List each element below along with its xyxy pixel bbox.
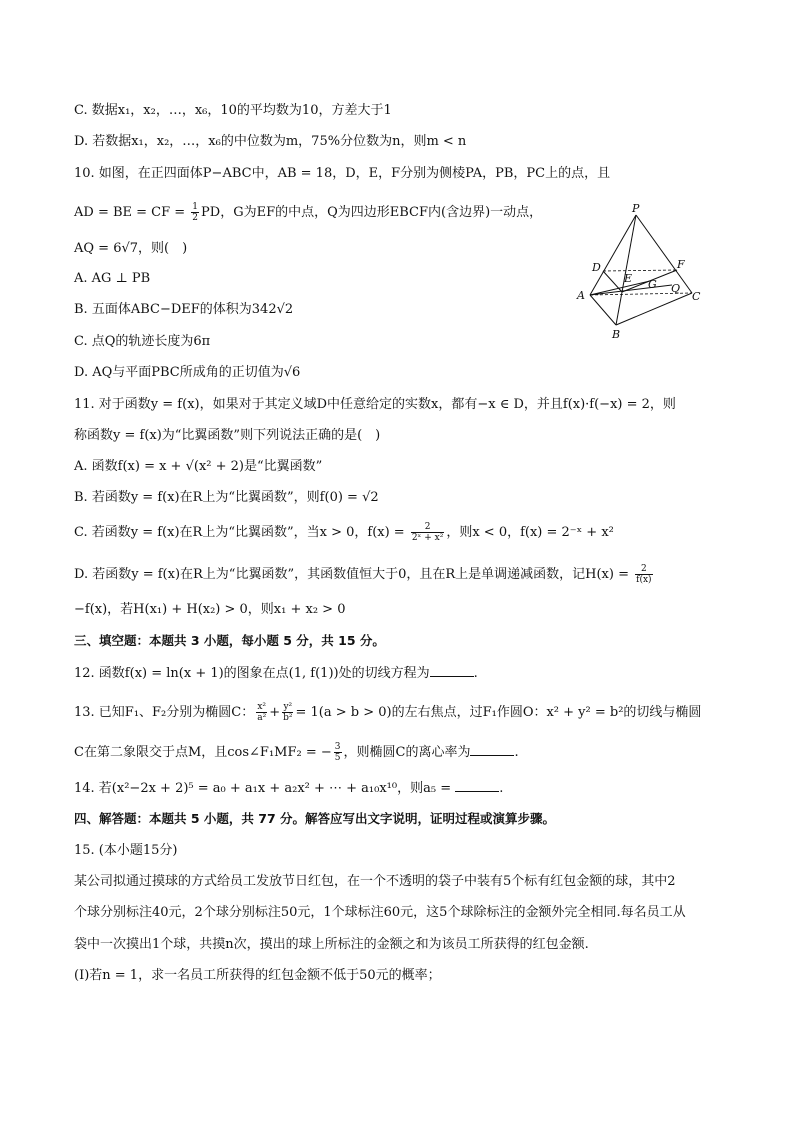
label-B: B xyxy=(612,328,621,341)
fraction-half xyxy=(191,202,199,223)
edge-DE xyxy=(603,271,622,292)
frac-den: a² xyxy=(257,713,267,723)
fraction-y2b2 xyxy=(282,702,293,723)
label-A: A xyxy=(577,289,585,302)
answer-blank xyxy=(430,664,474,677)
question-15-title: 15. (本小题15分) xyxy=(74,843,178,858)
q13-part2: = 1(a > b > 0)的左右焦点，过F₁作圆O：x² + y² = b²的切线与椭圆 xyxy=(295,705,702,720)
edge-PC xyxy=(636,215,692,293)
option-9c: C. 数据x₁，x₂，…，x₆，10的平均数为10，方差大于1 xyxy=(74,103,392,118)
label-F: F xyxy=(677,258,685,271)
fraction-h xyxy=(635,564,652,585)
fraction-x2a2 xyxy=(256,702,267,723)
q14-text: 14. 若(x²−2x + 2)⁵ = a₀ + a₁x + a₂x² + ⋯ + a₁₀x¹⁰，则a₅ = xyxy=(74,781,456,796)
frac-num: x² xyxy=(257,702,267,712)
frac-num: 3 xyxy=(334,742,341,752)
option-10a: A. AG ⊥ PB xyxy=(74,271,151,286)
q13-period: . xyxy=(514,745,519,760)
option-11a: A. 函数f(x) = x + √(x² + 2)是“比翼函数” xyxy=(74,459,323,474)
q12-period: . xyxy=(473,666,478,681)
question-11-stem: 11. 对于函数y = f(x)，如果对于其定义域D中任意给定的实数x，都有−x ∈ D，并且f(x)·f(−x) = 2，则 xyxy=(74,397,676,412)
question-13 xyxy=(74,702,701,723)
frac-den: 2 xyxy=(192,213,199,223)
q13-part1: 13. 已知F₁、F₂分别为椭圆C： xyxy=(74,705,255,720)
edge-BC xyxy=(616,293,692,325)
section-3-heading: 三、填空题：本题共 3 小题，每小题 5 分，共 15 分。 xyxy=(74,633,385,648)
q12-text: 12. 函数f(x) = ln(x + 1)的图象在点(1, f(1))处的切线方程为 xyxy=(74,666,430,681)
question-15-para3: 袋中一次摸出1个球，共摸n次，摸出的球上所标注的金额之和为该员工所获得的红包金额. xyxy=(74,937,589,952)
section-4-heading: 四、解答题：本题共 5 小题，共 77 分。解答应写出文字说明，证明过程或演算步骤。 xyxy=(74,811,556,826)
frac-num: 2 xyxy=(411,522,445,533)
frac-den: 2ˣ + x² xyxy=(411,533,444,543)
segment-AG xyxy=(590,281,650,295)
option-11c xyxy=(74,522,614,543)
frac-num: y² xyxy=(283,702,293,712)
question-10-stem: 10. 如图，在正四面体P−ABC中，AB = 18，D，E，F分别为侧棱PA，PB，PC上的点，且 xyxy=(74,166,611,181)
label-C: C xyxy=(692,290,701,303)
question-15-para1: 某公司拟通过摸球的方式给员工发放节日红包，在一个不透明的袋子中装有5个标有红包金额的球，其中2 xyxy=(74,874,676,889)
edge-AB xyxy=(590,295,616,325)
frac-num: 2 xyxy=(635,564,652,575)
option-11d xyxy=(74,564,655,585)
fraction-c xyxy=(411,522,445,543)
q11d-part1: D. 若函数y = f(x)在R上为“比翼函数”，其函数值恒大于0，且在R上是单调递减函数，记H(x) = xyxy=(74,567,634,582)
question-11-stem-cont: 称函数y = f(x)为“比翼函数”则下列说法正确的是( ) xyxy=(74,428,381,443)
question-13-cont xyxy=(74,742,519,763)
label-E: E xyxy=(624,272,633,285)
tetrahedron-figure xyxy=(572,200,712,345)
q10-condition-part1: AD = BE = CF = xyxy=(74,205,190,220)
frac-den: b² xyxy=(283,713,293,723)
option-10d: D. AQ与平面PBC所成角的正切值为√6 xyxy=(74,365,301,380)
option-11d-cont: −f(x)，若H(x₁) + H(x₂) > 0，则x₁ + x₂ > 0 xyxy=(74,602,346,617)
label-D: D xyxy=(592,261,601,274)
frac-den: f(x) xyxy=(636,575,652,585)
q11c-part1: C. 若函数y = f(x)在R上为“比翼函数”，当x > 0，f(x) = xyxy=(74,525,409,540)
option-10c: C. 点Q的轨迹长度为6π xyxy=(74,334,211,349)
q13-plus: + xyxy=(269,705,281,720)
answer-blank xyxy=(470,743,514,756)
option-9d: D. 若数据x₁，x₂，…，x₆的中位数为m，75%分位数为n，则m < n xyxy=(74,134,467,149)
question-10-condition xyxy=(74,202,542,223)
label-G: G xyxy=(648,278,657,291)
question-14 xyxy=(74,779,503,798)
label-P: P xyxy=(632,202,640,215)
option-11b: B. 若函数y = f(x)在R上为“比翼函数”，则f(0) = √2 xyxy=(74,490,379,505)
question-10-aq: AQ = 6√7，则( ) xyxy=(74,241,188,256)
question-15-para2: 个球分别标注40元，2个球分别标注50元，1个球标注60元，这5个球除标注的金额外完全相同.每名员工从 xyxy=(74,905,686,920)
q13-ecc: ，则椭圆C的离心率为 xyxy=(343,745,471,760)
option-10b: B. 五面体ABC−DEF的体积为342√2 xyxy=(74,302,294,317)
segment-AQ xyxy=(590,285,672,295)
q13-cos: C在第二象限交于点M，且cos∠F₁MF₂ = − xyxy=(74,745,332,760)
fraction-3-5 xyxy=(334,742,342,763)
frac-den: 5 xyxy=(334,753,341,763)
answer-blank xyxy=(455,779,499,792)
question-12 xyxy=(74,664,478,683)
edge-DF-hidden xyxy=(603,270,677,271)
question-15-part1: (Ⅰ)若n = 1，求一名员工所获得的红包金额不低于50元的概率； xyxy=(74,968,441,983)
q14-period: . xyxy=(499,781,504,796)
frac-num: 1 xyxy=(192,202,199,212)
label-Q: Q xyxy=(671,282,681,295)
q10-condition-part2: PD，G为EF的中点，Q为四边形EBCF内(含边界)一动点， xyxy=(201,205,543,220)
q11c-part2: ，则x < 0，f(x) = 2⁻ˣ + x² xyxy=(446,525,614,540)
